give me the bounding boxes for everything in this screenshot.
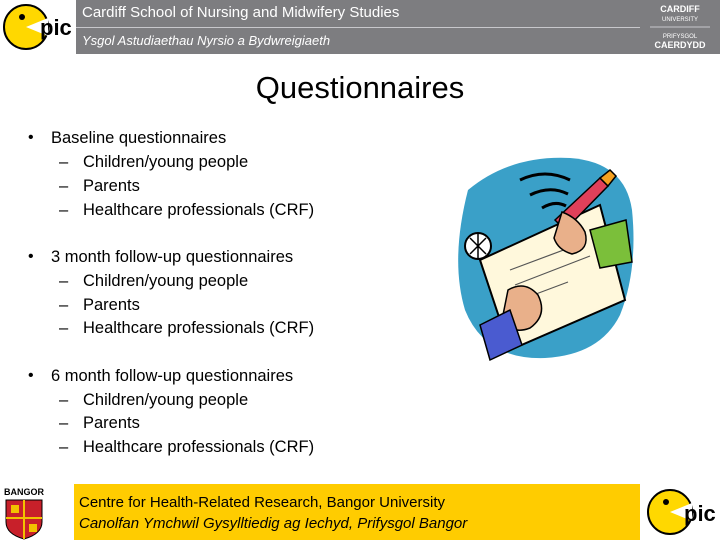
sub-dash: – [59, 296, 69, 314]
sub-dash: – [59, 319, 69, 337]
sub-item: Healthcare professionals (CRF) [83, 319, 315, 337]
footer-centre-name-welsh: Canolfan Ymchwil Gysylltiedig ag Iechyd, Prifysgol Bangor [79, 515, 468, 532]
footer-logo-text: pic [684, 501, 716, 526]
sub-item: Parents [83, 296, 140, 314]
sub-dash: – [59, 391, 69, 409]
bangor-university-crest [0, 484, 48, 540]
sub-item: Children/young people [83, 272, 249, 290]
header-divider [76, 27, 640, 28]
sub-dash: – [59, 272, 69, 290]
bullet-dot: • [28, 367, 34, 384]
sub-item: Parents [83, 414, 140, 432]
sub-dash: – [59, 177, 69, 195]
sub-item: Healthcare professionals (CRF) [83, 438, 315, 456]
crest-top: CARDIFF [660, 4, 700, 14]
crest-top-sub: UNIVERSITY [661, 17, 699, 23]
slide-title: Questionnaires [255, 70, 465, 105]
header-school-name-welsh: Ysgol Astudiaethau Nyrsio a Bydwreigiaeth [82, 33, 331, 48]
cardiff-university-crest [640, 0, 720, 54]
sub-dash: – [59, 438, 69, 456]
bullet-dot: • [28, 129, 34, 146]
crest-bottom: PRIFYSGOL [662, 34, 698, 40]
crest-bottom-sub: CAERDYDD [654, 40, 706, 50]
epic-logo-footer [640, 484, 720, 540]
logo-text: pic [40, 15, 72, 40]
epic-logo [0, 0, 76, 54]
footer-centre-name: Centre for Health-Related Research, Bangor University [79, 494, 445, 511]
bullet-heading: 6 month follow-up questionnaires [51, 367, 294, 385]
bullet-dot: • [28, 248, 34, 265]
sub-item: Parents [83, 177, 140, 195]
writing-hand-clipart [450, 150, 638, 362]
sub-dash: – [59, 153, 69, 171]
sub-item: Children/young people [83, 153, 249, 171]
sub-item: Healthcare professionals (CRF) [83, 201, 315, 219]
header-school-name: Cardiff School of Nursing and Midwifery Studies [82, 4, 400, 21]
bullet-heading: Baseline questionnaires [51, 129, 227, 147]
bangor-label: BANGOR [4, 487, 44, 497]
sub-dash: – [59, 201, 69, 219]
bullet-heading: 3 month follow-up questionnaires [51, 248, 294, 266]
sub-item: Children/young people [83, 391, 249, 409]
sub-dash: – [59, 414, 69, 432]
